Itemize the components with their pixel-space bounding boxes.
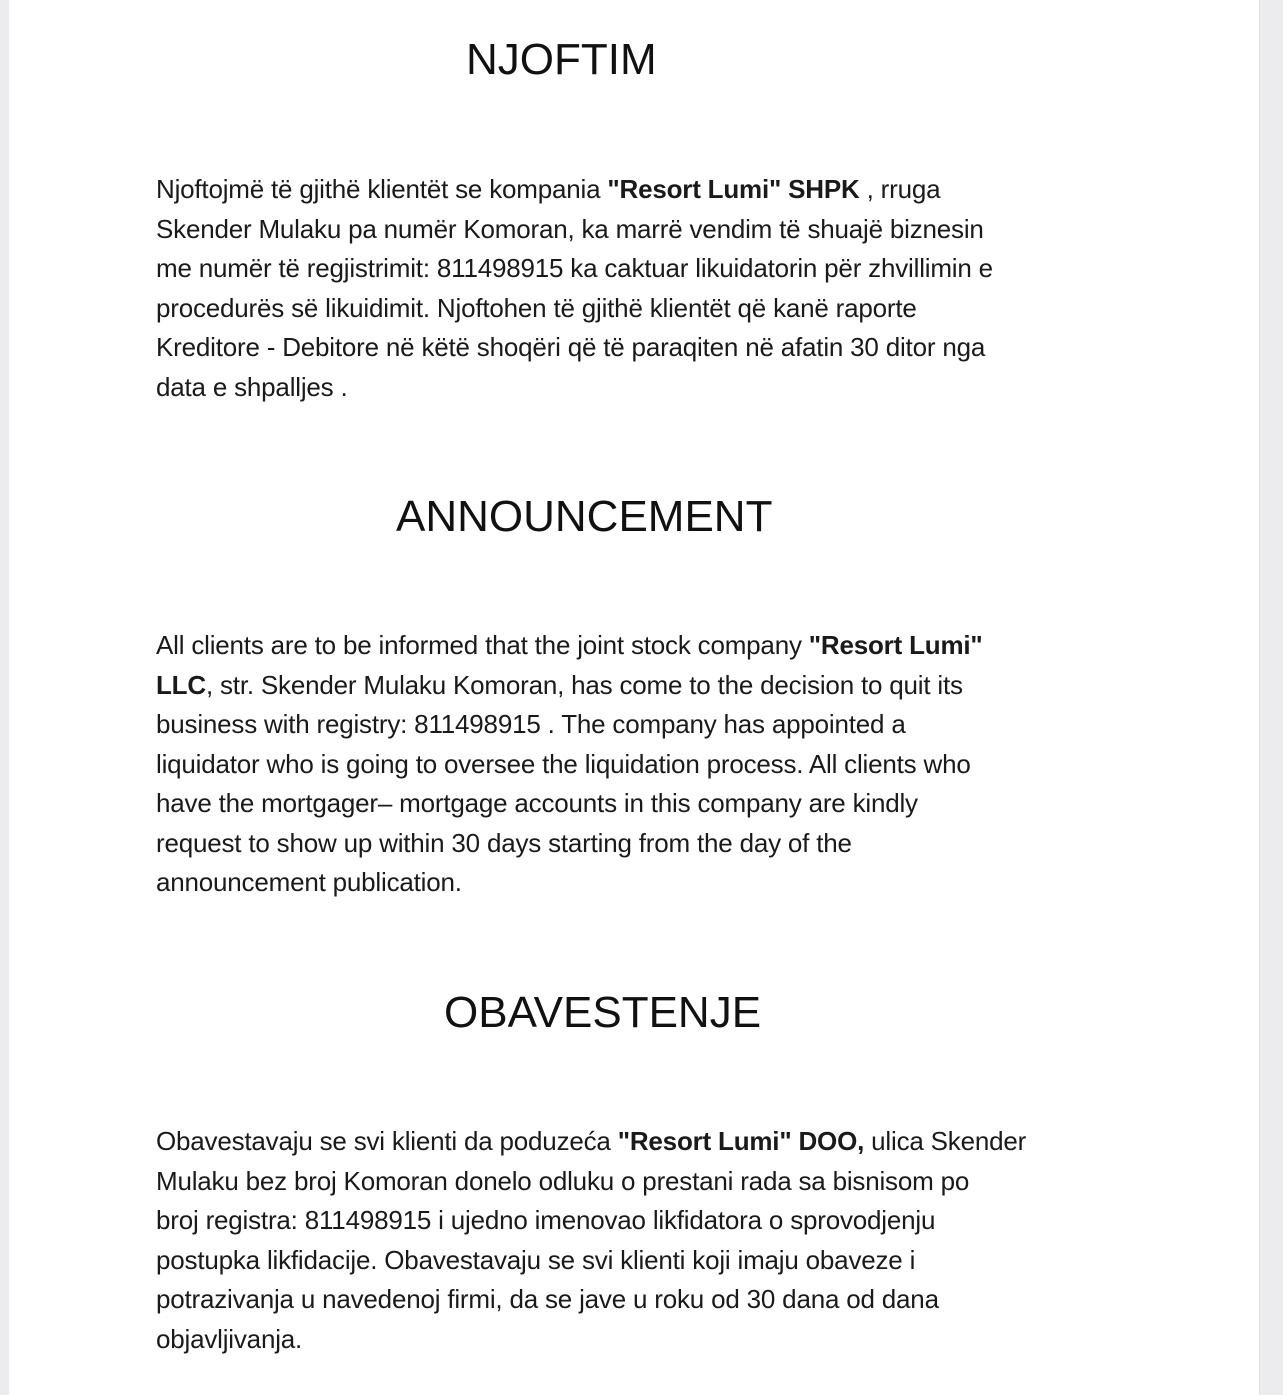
company-name-bold: "Resort Lumi" DOO, [617,1126,865,1156]
text-segment: liquidator who is going to oversee the liquidation process. All clients who [156,748,971,779]
text-segment: Obavestavaju se svi klienti da poduzeća [156,1126,618,1156]
paragraph-line [156,1241,1146,1281]
paragraph-line [156,1280,1146,1320]
paragraph-line [156,328,1146,368]
paragraph-line [156,626,1146,666]
text-segment: , rruga [859,174,941,204]
paragraph-line [156,705,1146,745]
text-segment: broj registra: 811498915 i ujedno imenovao likfidatora o sprovodjenju [156,1205,936,1235]
text-segment: announcement publication. [156,867,462,897]
text-segment: objavljivanja. [156,1323,303,1354]
heading-obavestenje: OBAVESTENJE [444,988,762,1037]
text-segment: All clients are to be informed that the joint stock company [156,630,809,660]
text-segment: me numër të regjistrimit: 811498915 ka caktuar likuidatorin për zhvillimin e [156,253,993,283]
text-segment: Mulaku bez broj Komoran donelo odluku o prestani rada sa bisnisom po [156,1165,970,1196]
text-segment: procedurës së likuidimit. Njoftohen të gjithë klientët që kanë raporte [156,292,917,323]
paragraph-line [156,210,1146,250]
document-page [9,0,1260,1395]
text-segment: , str. Skender Mulaku Komoran, has come to the decision to quit its [205,669,963,700]
heading-announcement: ANNOUNCEMENT [396,492,773,541]
company-name-bold: LLC [156,669,206,700]
text-segment: business with registry: 811498915 . The company has appointed a [156,709,906,739]
text-segment: potrazivanja u navedenoj firmi, da se jave u roku od 30 dana od dana [156,1284,939,1314]
paragraph-albanian [156,170,1146,407]
paragraph-line [156,249,1146,289]
text-segment: Njoftojmë të gjithë klientët se kompania [156,174,608,204]
paragraph-serbian [156,1122,1146,1359]
paragraph-line [156,289,1146,329]
paragraph-line [156,1201,1146,1241]
text-segment: Kreditore - Debitore në këtë shoqëri që të paraqiten në afatin 30 ditor nga [156,332,986,362]
paragraph-line [156,745,1146,785]
text-segment: data e shpalljes . [156,371,348,402]
paragraph-line [156,666,1146,706]
paragraph-line [156,863,1146,903]
paragraph-line [156,368,1146,408]
text-segment: request to show up within 30 days starting from the day of the [156,827,852,858]
company-name-bold: "Resort Lumi" SHPK [607,174,860,204]
paragraph-line [156,1122,1146,1162]
paragraph-line [156,824,1146,864]
heading-njoftim: NJOFTIM [466,35,657,84]
text-segment: Skender Mulaku pa numër Komoran, ka marrë vendim të shuajë biznesin [156,213,984,244]
paragraph-line [156,1162,1146,1202]
paragraph-line [156,170,1146,210]
company-name-bold: "Resort Lumi" [808,630,983,660]
text-segment: postupka likfidacije. Obavestavaju se svi klienti koji imaju obaveze i [156,1244,916,1275]
paragraph-english [156,626,1146,903]
text-segment: have the mortgager– mortgage accounts in this company are kindly [156,788,918,818]
paragraph-line [156,1320,1146,1360]
text-segment: ulica Skender [864,1126,1027,1156]
paragraph-line [156,784,1146,824]
